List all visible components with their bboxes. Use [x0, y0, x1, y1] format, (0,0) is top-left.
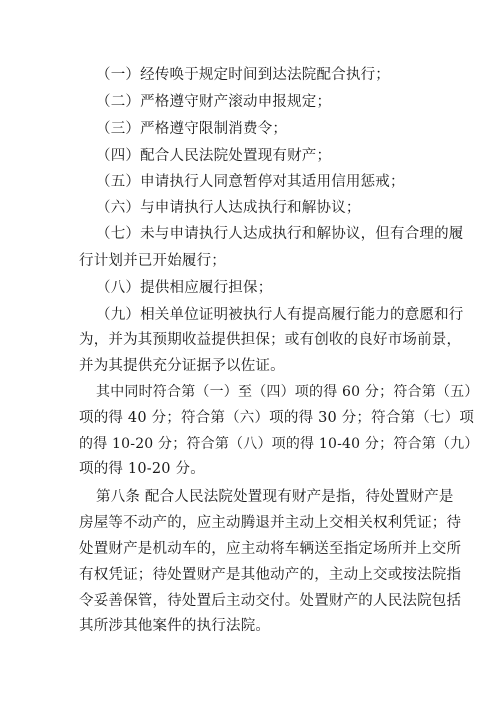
article-8-line-4: 有权凭证；待处置财产是其他动产的，主动上交或按法院指	[79, 567, 462, 583]
item-9-line-2: 为，并为其预期收益提供担保；或有创收的良好市场前景，	[79, 332, 462, 348]
article-8-line-2: 房屋等不动产的，应主动腾退并主动上交相关权利凭证；待	[79, 515, 462, 531]
item-4: （四）配合人民法院处置现有财产；	[96, 148, 332, 164]
item-9-line-1: （九）相关单位证明被执行人有提高履行能力的意愿和行	[96, 307, 464, 323]
item-6: （六）与申请执行人达成执行和解协议；	[96, 200, 361, 216]
item-5: （五）申请执行人同意暂停对其适用信用惩戒；	[96, 174, 405, 190]
score-line-2: 项的得 40 分；符合第（六）项的得 30 分；符合第（七）项	[79, 410, 475, 426]
item-7-line-1: （七）未与申请执行人达成执行和解协议，但有合理的履	[96, 226, 464, 242]
item-2: （二）严格遵守财产滚动申报规定；	[96, 94, 332, 110]
item-3: （三）严格遵守限制消费令；	[96, 121, 288, 137]
score-line-3: 的得 10-20 分；符合第（八）项的得 10-40 分；符合第（九）	[79, 436, 479, 452]
article-8-line-5: 令妥善保管，待处置后主动交付。处置财产的人民法院包括	[79, 593, 462, 609]
article-8-line-1: 第八条 配合人民法院处置现有财产是指，待处置财产是	[96, 489, 454, 505]
score-line-4: 项的得 10-20 分。	[79, 461, 205, 477]
article-8-line-3: 处置财产是机动车的，应主动将车辆送至指定场所并上交所	[79, 541, 462, 557]
item-1: （一）经传唤于规定时间到达法院配合执行；	[96, 67, 390, 83]
item-8: （八）提供相应履行担保；	[96, 280, 273, 296]
score-line-1: 其中同时符合第（一）至（四）项的得 60 分；符合第（五）	[96, 384, 479, 400]
article-8-line-6: 其所涉其他案件的执行法院。	[79, 618, 271, 634]
item-7-line-2: 行计划并已开始履行；	[79, 253, 226, 269]
item-9-line-3: 并为其提供充分证据予以佐证。	[79, 358, 285, 374]
